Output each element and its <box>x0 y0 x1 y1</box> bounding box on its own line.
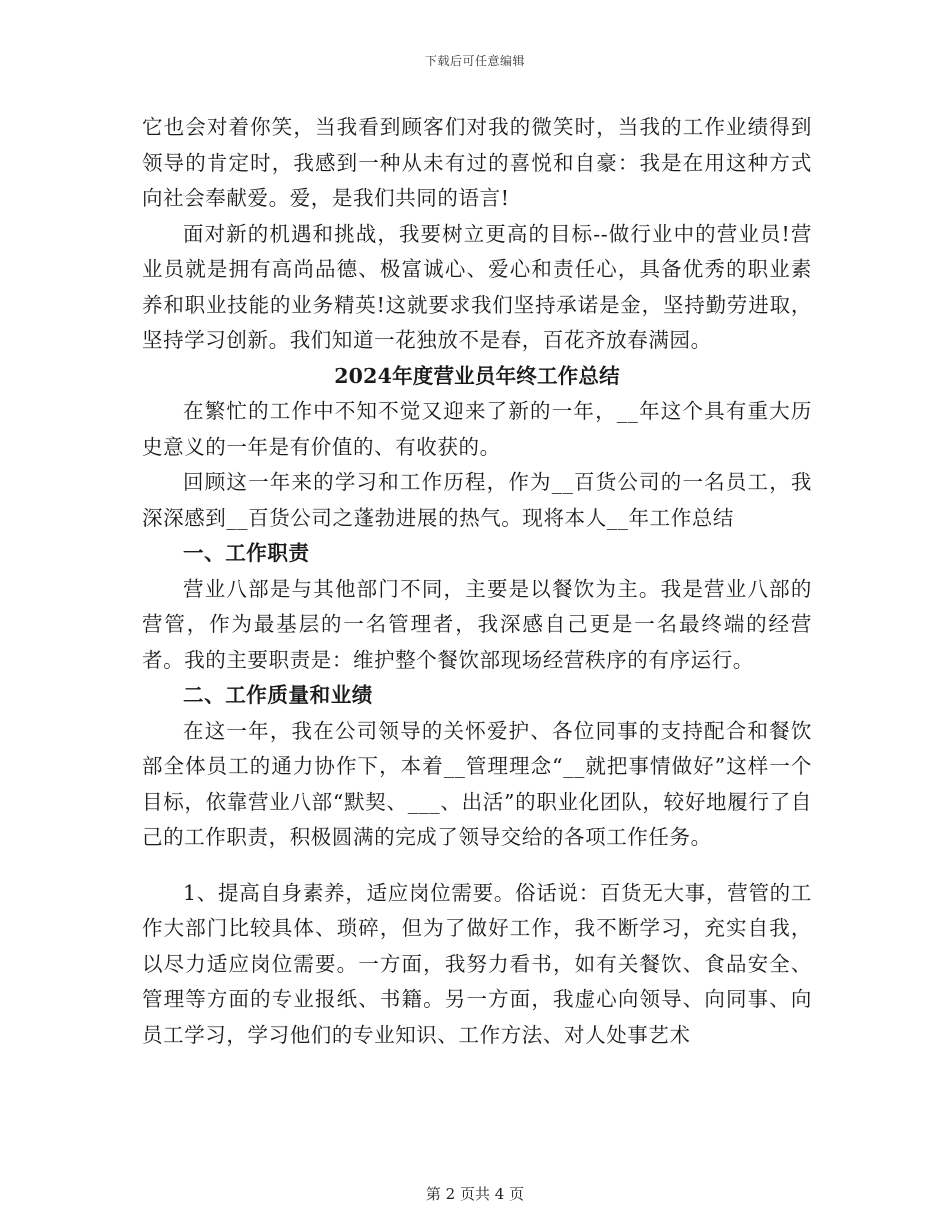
document-title: 2024年度营业员年终工作总结 <box>334 363 620 388</box>
paragraph-spacer <box>142 856 812 876</box>
paragraph-goals: 面对新的机遇和挑战，我要树立更高的目标--做行业中的营业员!营业员就是拥有高尚品德、极富诚心、爱心和责任心，具备优秀的职业素养和职业技能的业务精英!这就要求我们坚持承诺是金，坚持勤劳进取，坚持学习创新。我们知道一花独放不是春，百花齐放春满园。 <box>142 221 812 352</box>
paragraph-self-improvement: 1、提高自身素养，适应岗位需要。俗话说：百货无大事，营管的工作大部门比较具体、琐碎，但为了做好工作，我不断学习，充实自我，以尽力适应岗位需要。一方面，我努力看书，如有关餐饮、食品安全、管理等方面的专业报纸、书籍。另一方面，我虚心向领导、向同事、向员工学习，学习他们的专业知识、工作方法、对人处事艺术 <box>142 880 812 1047</box>
document-body <box>142 110 812 1053</box>
section-heading-performance: 二、工作质量和业绩 <box>183 683 373 707</box>
page-header: 下载后可任意编辑 <box>424 54 525 68</box>
paragraph-continuation: 它也会对着你笑，当我看到顾客们对我的微笑时，当我的工作业绩得到领导的肯定时，我感到一种从未有过的喜悦和自豪：我是在用这种方式向社会奉献爱。爱，是我们共同的语言! <box>142 115 812 210</box>
paragraph-review: 回顾这一年来的学习和工作历程，作为__百货公司的一名员工，我深深感到__百货公司之蓬勃进展的热气。现将本人__年工作总结 <box>142 470 812 530</box>
section-heading-duties: 一、工作职责 <box>183 541 310 565</box>
paragraph-performance: 在这一年，我在公司领导的关怀爱护、各位同事的支持配合和餐饮部全体员工的通力协作下，本着__管理理念“__就把事情做好”这样一个目标，依靠营业八部“默契、___、出活”的职业化团队，较好地履行了自己的工作职责，积极圆满的完成了领导交给的各项工作任务。 <box>142 718 812 849</box>
page-footer: 第 2 页共 4 页 <box>425 1185 525 1203</box>
paragraph-intro: 在繁忙的工作中不知不觉又迎来了新的一年，__年这个具有重大历史意义的一年是有价值的、有收获的。 <box>142 399 812 459</box>
paragraph-duties: 营业八部是与其他部门不同，主要是以餐饮为主。我是营业八部的营管，作为最基层的一名管理者，我深感自己更是一名最终端的经营者。我的主要职责是：维护整个餐饮部现场经营秩序的有序运行。 <box>142 576 812 672</box>
